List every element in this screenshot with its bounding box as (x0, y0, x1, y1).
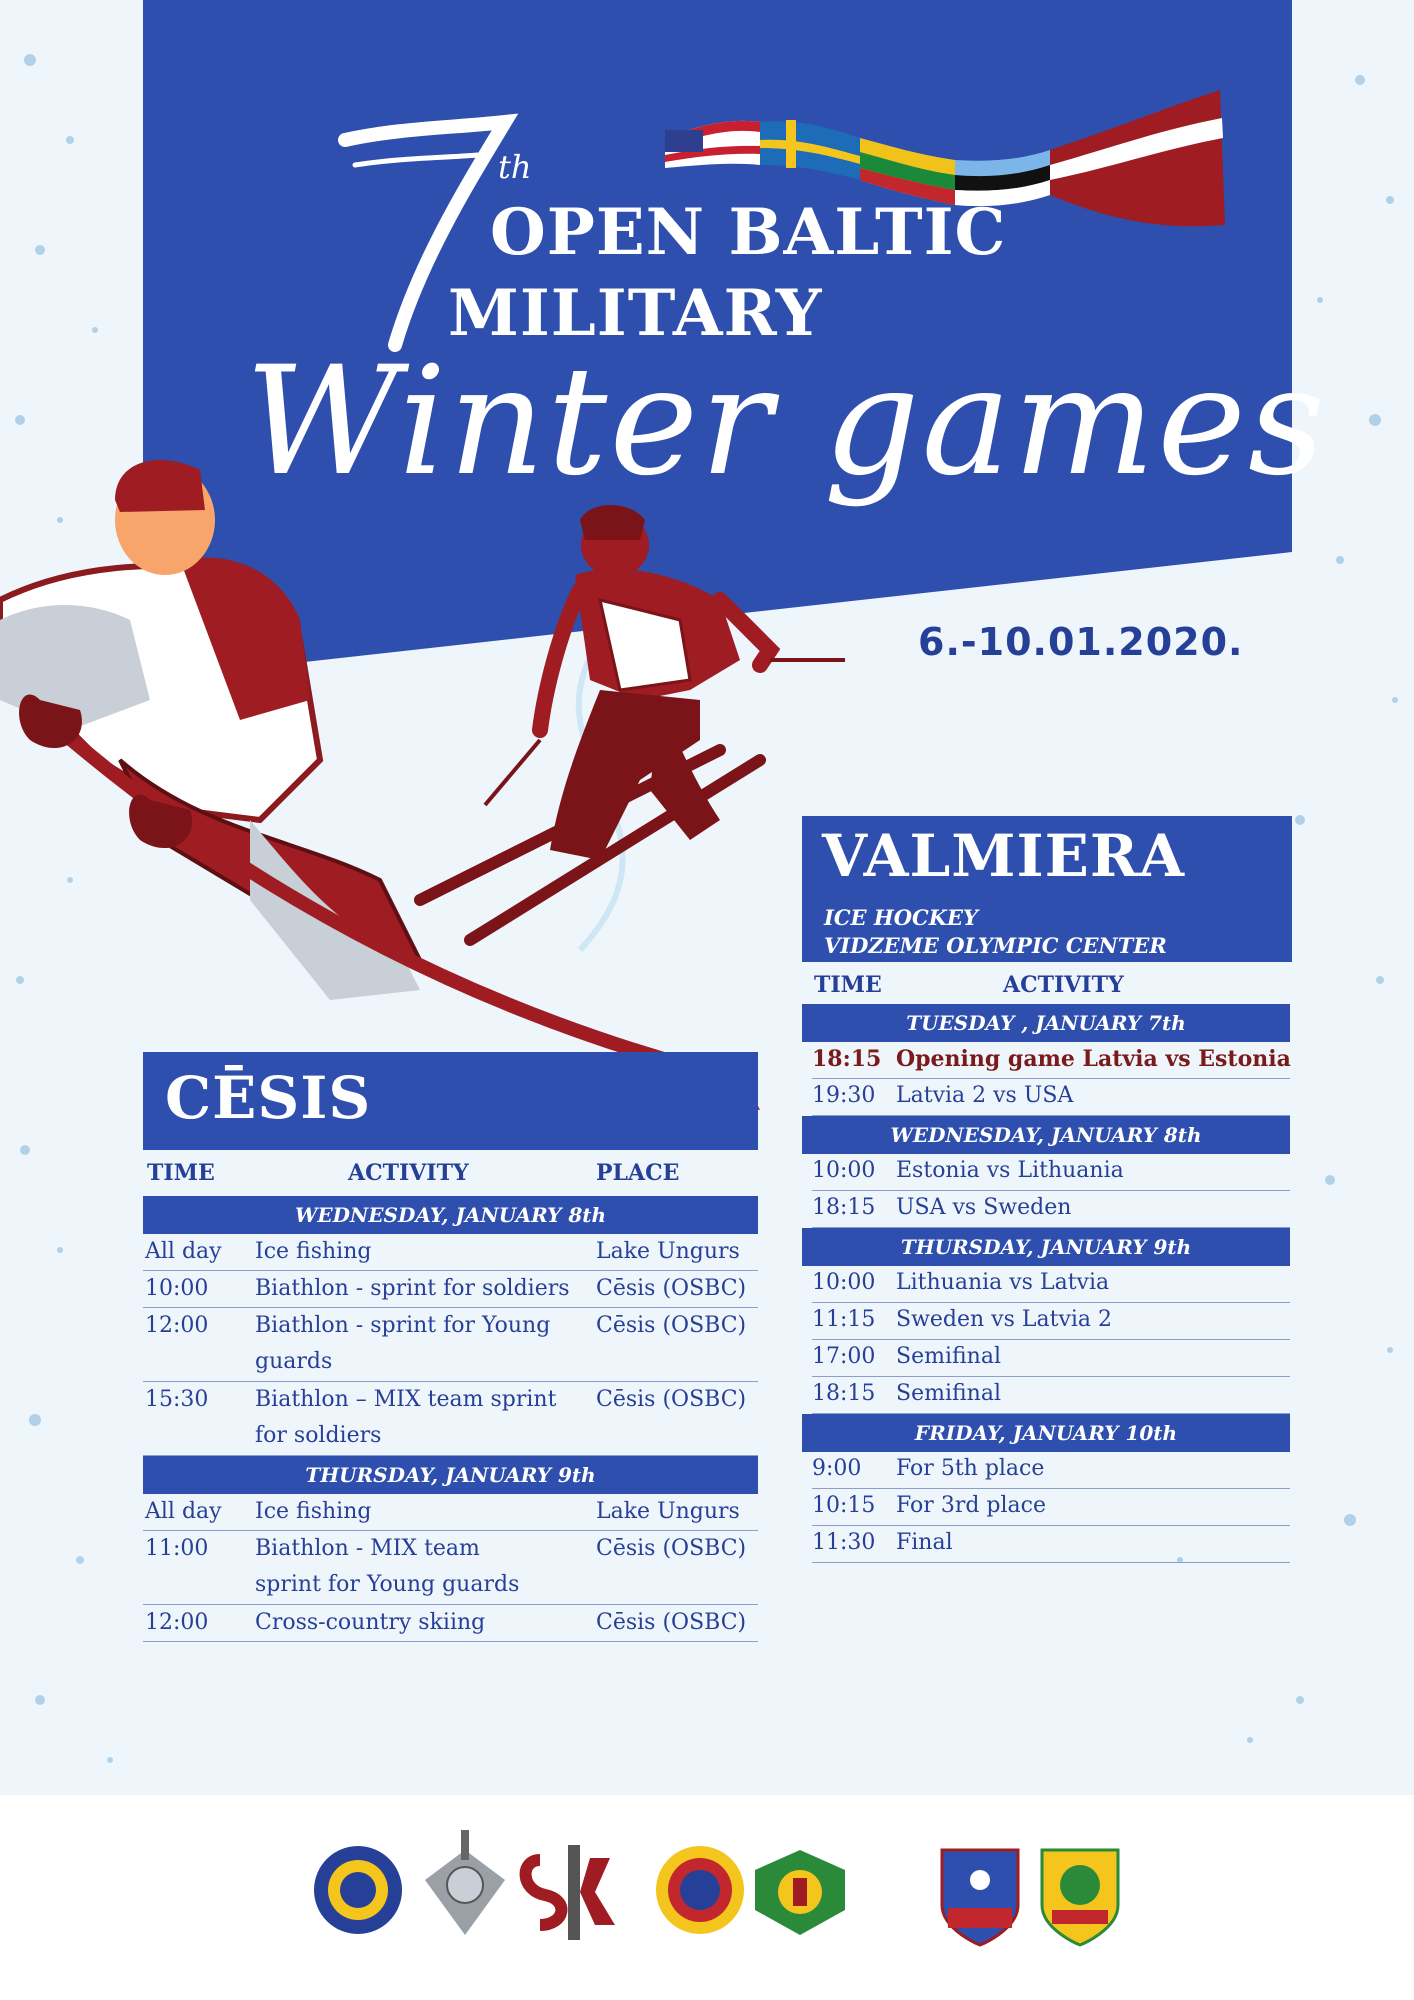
table-row (812, 1266, 1290, 1303)
event-activity: Biathlon – MIX team sprint (255, 1387, 557, 1412)
table-row (143, 1308, 758, 1382)
military-sports-council-logo (656, 1846, 744, 1934)
event-place: Cēsis (OSBC) (596, 1313, 747, 1338)
event-activity: For 3rd place (896, 1493, 1046, 1518)
defence-ministry-logo (314, 1846, 402, 1934)
valmiera-header (802, 816, 1292, 962)
event-time: 11:30 (812, 1530, 876, 1555)
table-row (812, 1154, 1290, 1191)
event-activity: Opening game Latvia vs Estonia (896, 1046, 1291, 1072)
event-time: 12:00 (145, 1610, 209, 1635)
event-place: Lake Ungurs (596, 1499, 740, 1524)
event-place: Lake Ungurs (596, 1239, 740, 1264)
event-activity: Biathlon - sprint for soldiers (255, 1276, 570, 1301)
table-row (812, 1526, 1290, 1563)
event-place: Cēsis (OSBC) (596, 1387, 747, 1412)
day-header: FRIDAY, JANUARY 10th (802, 1414, 1290, 1452)
event-time: 10:00 (812, 1158, 876, 1183)
valmiera-name: VALMIERA (822, 822, 1186, 890)
event-place: Cēsis (OSBC) (596, 1276, 747, 1301)
event-activity-continued: sprint for Young guards (255, 1572, 520, 1597)
table-row (143, 1494, 758, 1531)
event-time: All day (145, 1499, 222, 1524)
table-row (812, 1377, 1290, 1414)
event-time: 12:00 (145, 1313, 209, 1338)
cesis-schedule (143, 1196, 758, 1642)
event-activity: Biathlon - MIX team (255, 1536, 480, 1561)
event-time: 10:00 (145, 1276, 209, 1301)
table-row (812, 1452, 1290, 1489)
event-activity: Latvia 2 vs USA (896, 1083, 1074, 1108)
valmiera-sport: ICE HOCKEY (824, 905, 978, 930)
event-place: Cēsis (OSBC) (596, 1610, 747, 1635)
event-time: 10:15 (812, 1493, 876, 1518)
event-time: 17:00 (812, 1344, 876, 1369)
event-time: 18:15 (812, 1195, 876, 1220)
day-header: WEDNESDAY, JANUARY 8th (802, 1116, 1290, 1154)
table-row (812, 1340, 1290, 1377)
day-header: TUESDAY , JANUARY 7th (802, 1004, 1290, 1042)
event-time: 9:00 (812, 1456, 862, 1481)
day-header: THURSDAY, JANUARY 9th (802, 1228, 1290, 1266)
cesis-name: CĒSIS (165, 1064, 372, 1132)
event-activity: Final (896, 1530, 953, 1555)
event-time: 18:15 (812, 1381, 876, 1406)
valmiera-venue: VIDZEME OLYMPIC CENTER (824, 933, 1167, 958)
event-time: 11:00 (145, 1536, 209, 1561)
valmiera-activity-header: ACTIVITY (1003, 972, 1124, 998)
event-time: 10:00 (812, 1270, 876, 1295)
table-row (143, 1531, 758, 1605)
title-open-baltic: OPEN BALTIC (490, 195, 1007, 270)
event-activity: Lithuania vs Latvia (896, 1270, 1110, 1295)
cesis-header (143, 1052, 758, 1150)
event-activity: Estonia vs Lithuania (896, 1158, 1124, 1183)
title-winter-games: Winter games (245, 335, 1327, 509)
valmiera-schedule (802, 1004, 1290, 1563)
event-time: 11:15 (812, 1307, 876, 1332)
event-activity: Biathlon - sprint for Young (255, 1313, 551, 1338)
event-dates: 6.-10.01.2020. (918, 620, 1244, 664)
valmiera-time-header: TIME (814, 972, 882, 998)
table-row (812, 1303, 1290, 1340)
event-activity: Ice fishing (255, 1239, 372, 1264)
event-activity-continued: for soldiers (255, 1423, 382, 1448)
event-activity: For 5th place (896, 1456, 1045, 1481)
event-activity: Cross-country skiing (255, 1610, 486, 1635)
cesis-activity-header: ACTIVITY (348, 1160, 469, 1186)
event-time: 19:30 (812, 1083, 876, 1108)
event-time: 15:30 (145, 1387, 209, 1412)
event-time: All day (145, 1239, 222, 1264)
table-row (143, 1271, 758, 1308)
table-row (812, 1079, 1290, 1116)
event-activity: Sweden vs Latvia 2 (896, 1307, 1113, 1332)
event-time: 18:15 (812, 1046, 882, 1072)
event-activity: Ice fishing (255, 1499, 372, 1524)
cesis-time-header: TIME (147, 1160, 215, 1186)
event-activity: USA vs Sweden (896, 1195, 1072, 1220)
title-military: MILITARY (448, 276, 823, 351)
table-row (143, 1605, 758, 1642)
table-row (143, 1382, 758, 1456)
event-place: Cēsis (OSBC) (596, 1536, 747, 1561)
table-row (812, 1191, 1290, 1228)
event-activity: Semifinal (896, 1381, 1001, 1406)
day-header: THURSDAY, JANUARY 9th (143, 1456, 758, 1494)
event-activity: Semifinal (896, 1344, 1001, 1369)
cesis-place-header: PLACE (596, 1160, 680, 1186)
table-row (143, 1234, 758, 1271)
day-header: WEDNESDAY, JANUARY 8th (143, 1196, 758, 1234)
event-activity-continued: guards (255, 1349, 333, 1374)
ordinal-suffix: th (498, 148, 532, 186)
table-row (812, 1042, 1290, 1079)
table-row (812, 1489, 1290, 1526)
